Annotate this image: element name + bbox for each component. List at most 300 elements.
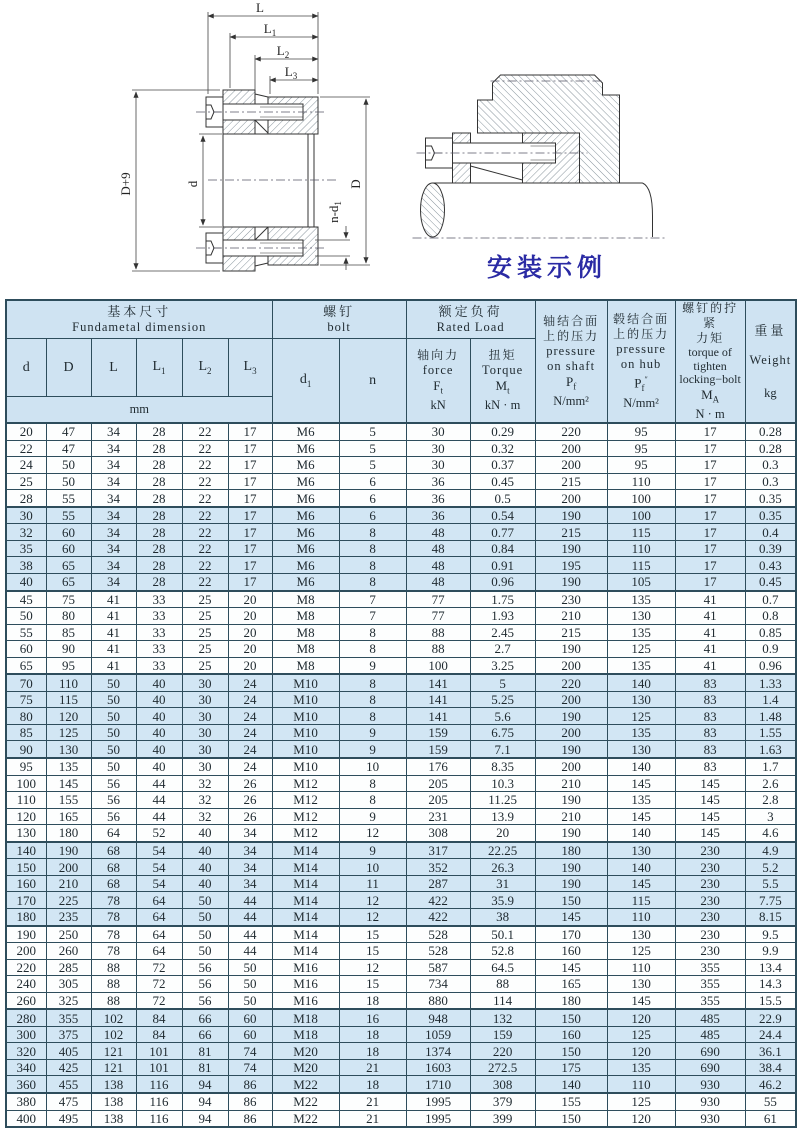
table-cell: 17 [675, 423, 745, 440]
table-cell: 36.1 [745, 1043, 796, 1060]
table-cell: 34 [228, 859, 272, 876]
table-cell: 7 [339, 591, 406, 608]
table-cell: 30 [182, 691, 228, 708]
table-cell: 355 [675, 959, 745, 976]
table-cell: 55 [46, 507, 91, 524]
table-cell: 8 [339, 708, 406, 725]
table-row [6, 557, 796, 574]
table-row [6, 457, 796, 474]
table-cell: 135 [607, 624, 675, 641]
table-cell: 17 [228, 423, 272, 440]
table-cell: 65 [46, 557, 91, 574]
table-cell: 36 [406, 473, 470, 490]
table-cell: 33 [136, 591, 182, 608]
table-cell: 125 [607, 708, 675, 725]
table-cell: 230 [675, 892, 745, 909]
table-cell: M22 [272, 1110, 339, 1127]
table-cell: 200 [535, 440, 607, 457]
table-cell: 22 [182, 490, 228, 507]
table-row [6, 708, 796, 725]
table-cell: 22 [182, 574, 228, 591]
table-cell: 84 [136, 1009, 182, 1026]
table-cell: 28 [136, 557, 182, 574]
table-cell: 260 [6, 992, 46, 1009]
dim-label-D: D [348, 179, 363, 189]
table-cell: 32 [182, 775, 228, 792]
table-cell: 6 [339, 490, 406, 507]
table-cell: 50.1 [470, 926, 535, 943]
table-cell: 110 [46, 674, 91, 691]
table-cell: 0.35 [745, 507, 796, 524]
table-cell: 17 [228, 540, 272, 557]
table-cell: 83 [675, 708, 745, 725]
table-cell: 10 [339, 859, 406, 876]
table-cell: 125 [607, 943, 675, 960]
table-cell: 135 [607, 792, 675, 809]
table-cell: 190 [535, 574, 607, 591]
table-cell: M22 [272, 1076, 339, 1093]
table-cell: 94 [182, 1110, 228, 1127]
table-cell: 210 [46, 875, 91, 892]
table-cell: 0.39 [745, 540, 796, 557]
table-cell: 375 [46, 1026, 91, 1043]
table-row [6, 524, 796, 541]
table-cell: 0.5 [470, 490, 535, 507]
table-cell: 115 [607, 524, 675, 541]
table-cell: 138 [91, 1110, 136, 1127]
table-cell: 72 [136, 976, 182, 993]
table-cell: 145 [607, 875, 675, 892]
col-header-L3: $L_3$ [228, 339, 272, 397]
table-cell: 287 [406, 875, 470, 892]
table-cell: 4.6 [745, 825, 796, 842]
col-header-torque: 扭矩 Torque $M_t$ kN · m [470, 339, 535, 424]
table-cell: 50 [46, 473, 91, 490]
table-cell: M14 [272, 908, 339, 925]
table-cell: 0.9 [745, 641, 796, 658]
table-cell: 930 [675, 1110, 745, 1127]
table-cell: 425 [46, 1059, 91, 1076]
table-cell: 159 [470, 1026, 535, 1043]
table-cell: 355 [675, 992, 745, 1009]
table-row [6, 741, 796, 758]
col-header-weight: 重量 Weight kg [745, 300, 796, 423]
table-cell: 230 [675, 926, 745, 943]
table-row [6, 691, 796, 708]
table-cell: 20 [228, 624, 272, 641]
table-cell: 9.9 [745, 943, 796, 960]
table-cell: M20 [272, 1043, 339, 1060]
table-cell: 56 [91, 792, 136, 809]
table-cell: 125 [607, 641, 675, 658]
unit-mm: mm [6, 397, 272, 424]
table-cell: 74 [228, 1043, 272, 1060]
table-cell: 30 [406, 457, 470, 474]
table-cell: 28 [136, 574, 182, 591]
table-cell: M6 [272, 423, 339, 440]
table-cell: 8 [339, 641, 406, 658]
table-cell: 88 [470, 976, 535, 993]
table-cell: 422 [406, 892, 470, 909]
table-cell: 115 [46, 691, 91, 708]
table-cell: 220 [535, 674, 607, 691]
table-cell: 5 [470, 674, 535, 691]
table-cell: 308 [406, 825, 470, 842]
table-cell: 34 [91, 423, 136, 440]
table-cell: M8 [272, 624, 339, 641]
table-cell: 22 [182, 457, 228, 474]
table-cell: 8.35 [470, 758, 535, 775]
dim-label-L2: $L_2$ [276, 43, 290, 60]
dim-label-D9: D+9 [118, 172, 133, 196]
table-cell: 0.28 [745, 423, 796, 440]
table-cell: 215 [535, 473, 607, 490]
table-cell: 400 [6, 1110, 46, 1127]
table-cell: M12 [272, 792, 339, 809]
table-cell: 50 [182, 892, 228, 909]
table-cell: 485 [675, 1026, 745, 1043]
table-cell: 54 [136, 859, 182, 876]
table-cell: 60 [228, 1026, 272, 1043]
table-cell: 17 [675, 574, 745, 591]
table-cell: 120 [607, 1043, 675, 1060]
table-cell: M12 [272, 775, 339, 792]
table-cell: 41 [91, 641, 136, 658]
table-cell: 78 [91, 908, 136, 925]
table-cell: 0.8 [745, 608, 796, 625]
table-cell: 78 [91, 892, 136, 909]
table-cell: 200 [535, 758, 607, 775]
table-row [6, 976, 796, 993]
table-cell: 880 [406, 992, 470, 1009]
table-cell: 180 [6, 908, 46, 925]
table-cell: 101 [136, 1059, 182, 1076]
table-cell: 56 [182, 976, 228, 993]
table-cell: 102 [91, 1009, 136, 1026]
table-cell: 13.4 [745, 959, 796, 976]
table-cell: 125 [607, 1093, 675, 1110]
table-cell: 9.5 [745, 926, 796, 943]
table-cell: 38 [6, 557, 46, 574]
table-cell: 116 [136, 1110, 182, 1127]
table-cell: 1.75 [470, 591, 535, 608]
table-cell: 130 [607, 691, 675, 708]
table-cell: 25 [182, 608, 228, 625]
table-cell: 150 [535, 1009, 607, 1026]
table-cell: 1059 [406, 1026, 470, 1043]
table-cell: 5.5 [745, 875, 796, 892]
table-cell: 8.15 [745, 908, 796, 925]
table-cell: M10 [272, 741, 339, 758]
table-cell: 120 [46, 708, 91, 725]
table-cell: 305 [46, 976, 91, 993]
table-cell: 64 [136, 908, 182, 925]
table-cell: 40 [136, 708, 182, 725]
table-cell: 95 [607, 457, 675, 474]
table-cell: 78 [91, 943, 136, 960]
table-cell: 8 [339, 624, 406, 641]
table-cell: 235 [46, 908, 91, 925]
table-cell: M14 [272, 943, 339, 960]
table-cell: 95 [607, 423, 675, 440]
table-row [6, 724, 796, 741]
table-cell: M8 [272, 608, 339, 625]
table-cell: 30 [182, 758, 228, 775]
table-cell: M12 [272, 825, 339, 842]
table-cell: 28 [136, 457, 182, 474]
table-cell: 0.29 [470, 423, 535, 440]
table-cell: 205 [406, 775, 470, 792]
table-cell: 0.77 [470, 524, 535, 541]
table-cell: 36 [406, 507, 470, 524]
table-cell: 190 [535, 507, 607, 524]
table-cell: 150 [535, 892, 607, 909]
table-cell: 1710 [406, 1076, 470, 1093]
table-cell: 86 [228, 1076, 272, 1093]
table-cell: 325 [46, 992, 91, 1009]
col-header-tightening-torque: 螺钉的拧紧 力矩 torque of tighten locking−bolt $M_A$ N · m [675, 300, 745, 423]
table-cell: 22 [182, 473, 228, 490]
table-cell: 88 [406, 624, 470, 641]
table-cell: 145 [535, 908, 607, 925]
table-cell: 135 [46, 758, 91, 775]
table-cell: 20 [228, 641, 272, 658]
table-cell: 587 [406, 959, 470, 976]
table-cell: 20 [228, 657, 272, 674]
col-group-basic-dimension: 基本尺寸 Fundametal dimension [6, 300, 272, 339]
table-cell: 110 [607, 908, 675, 925]
table-cell: 100 [406, 657, 470, 674]
col-header-L2: $L_2$ [182, 339, 228, 397]
table-row [6, 641, 796, 658]
table-cell: 56 [91, 775, 136, 792]
table-cell: 34 [91, 557, 136, 574]
col-header-L: L [91, 339, 136, 397]
table-cell: 64 [136, 926, 182, 943]
table-cell: M10 [272, 724, 339, 741]
table-cell: 200 [535, 724, 607, 741]
table-cell: 33 [136, 608, 182, 625]
table-cell: 88 [91, 992, 136, 1009]
table-cell: 75 [6, 691, 46, 708]
table-cell: 138 [91, 1093, 136, 1110]
table-cell: 405 [46, 1043, 91, 1060]
col-header-pressure-hub: 毂结合面 上的压力 pressure on hub $P_f''$ N/mm² [607, 300, 675, 423]
table-cell: 180 [535, 842, 607, 859]
table-cell: 60 [228, 1009, 272, 1026]
table-cell: 135 [607, 1059, 675, 1076]
table-cell: 5.2 [745, 859, 796, 876]
table-cell: 145 [675, 775, 745, 792]
table-cell: 1995 [406, 1093, 470, 1110]
table-cell: 34 [91, 574, 136, 591]
table-cell: M16 [272, 959, 339, 976]
table-cell: 47 [46, 440, 91, 457]
table-cell: 240 [6, 976, 46, 993]
table-cell: 110 [607, 540, 675, 557]
table-cell: 130 [607, 608, 675, 625]
table-cell: 0.3 [745, 457, 796, 474]
table-cell: 28 [136, 490, 182, 507]
table-cell: 77 [406, 591, 470, 608]
table-cell: 220 [470, 1043, 535, 1060]
table-cell: 26 [228, 775, 272, 792]
table-row [6, 657, 796, 674]
table-cell: 44 [228, 908, 272, 925]
table-cell: 105 [607, 574, 675, 591]
table-cell: 10.3 [470, 775, 535, 792]
table-cell: 17 [228, 524, 272, 541]
table-cell: 352 [406, 859, 470, 876]
table-cell: M6 [272, 473, 339, 490]
table-cell: 130 [607, 976, 675, 993]
table-cell: 74 [228, 1059, 272, 1076]
table-cell: M18 [272, 1009, 339, 1026]
table-cell: 2.45 [470, 624, 535, 641]
table-cell: 102 [91, 1026, 136, 1043]
table-row [6, 507, 796, 524]
col-group-bolt: 螺钉 bolt [272, 300, 406, 339]
table-cell: 355 [675, 976, 745, 993]
table-cell: 83 [675, 741, 745, 758]
table-cell: 379 [470, 1093, 535, 1110]
table-cell: 930 [675, 1093, 745, 1110]
table-row [6, 775, 796, 792]
table-row [6, 926, 796, 943]
table-cell: 0.45 [470, 473, 535, 490]
shaft [413, 183, 665, 238]
table-cell: M14 [272, 892, 339, 909]
table-cell: 12 [339, 825, 406, 842]
table-cell: 88 [91, 959, 136, 976]
table-cell: 176 [406, 758, 470, 775]
table-cell: 8 [339, 557, 406, 574]
table-cell: 150 [535, 1110, 607, 1127]
table-row [6, 959, 796, 976]
table-cell: 145 [607, 992, 675, 1009]
table-cell: 34 [228, 875, 272, 892]
table-cell: 40 [182, 859, 228, 876]
table-row [6, 473, 796, 490]
table-cell: 12 [339, 892, 406, 909]
table-cell: 5 [339, 457, 406, 474]
table-cell: 17 [228, 440, 272, 457]
table-cell: 135 [607, 724, 675, 741]
table-cell: 231 [406, 808, 470, 825]
dim-label-L1: $L_1$ [263, 21, 277, 38]
table-cell: 21 [339, 1059, 406, 1076]
table-cell: 355 [46, 1009, 91, 1026]
table-cell: 475 [46, 1093, 91, 1110]
table-cell: 25 [182, 641, 228, 658]
table-cell: 200 [46, 859, 91, 876]
table-cell: 41 [675, 657, 745, 674]
table-cell: 72 [136, 959, 182, 976]
table-cell: 6.75 [470, 724, 535, 741]
table-cell: 83 [675, 674, 745, 691]
table-cell: 155 [46, 792, 91, 809]
table-cell: 50 [91, 691, 136, 708]
table-cell: 1.33 [745, 674, 796, 691]
table-cell: 5 [339, 440, 406, 457]
table-cell: M16 [272, 992, 339, 1009]
table-cell: 38.4 [745, 1059, 796, 1076]
table-cell: 52 [136, 825, 182, 842]
table-cell: 170 [535, 926, 607, 943]
table-cell: 60 [46, 524, 91, 541]
table-cell: 210 [535, 608, 607, 625]
table-row [6, 591, 796, 608]
table-cell: 22 [182, 540, 228, 557]
table-cell: 130 [607, 842, 675, 859]
table-cell: 60 [6, 641, 46, 658]
table-cell: 140 [535, 1076, 607, 1093]
table-cell: 250 [46, 926, 91, 943]
table-cell: 33 [136, 641, 182, 658]
table-cell: 140 [6, 842, 46, 859]
table-cell: 190 [6, 926, 46, 943]
table-cell: 8 [339, 792, 406, 809]
table-cell: 26 [228, 792, 272, 809]
table-cell: 55 [745, 1093, 796, 1110]
table-cell: 25 [182, 591, 228, 608]
table-cell: 9 [339, 808, 406, 825]
table-cell: 17 [228, 507, 272, 524]
table-cell: 1374 [406, 1043, 470, 1060]
table-row [6, 1059, 796, 1076]
table-row [6, 1076, 796, 1093]
table-cell: 200 [6, 943, 46, 960]
table-cell: 8 [339, 691, 406, 708]
table-cell: 495 [46, 1110, 91, 1127]
table-cell: 26 [228, 808, 272, 825]
table-row [6, 1110, 796, 1127]
table-cell: 50 [6, 608, 46, 625]
table-cell: 40 [182, 842, 228, 859]
table-cell: 18 [339, 992, 406, 1009]
table-cell: M10 [272, 758, 339, 775]
table-cell: 41 [91, 624, 136, 641]
table-cell: M14 [272, 926, 339, 943]
table-cell: 32 [182, 792, 228, 809]
table-cell: 35 [6, 540, 46, 557]
table-cell: 220 [6, 959, 46, 976]
table-row [6, 540, 796, 557]
table-cell: 50 [91, 741, 136, 758]
table-cell: 120 [607, 1110, 675, 1127]
table-cell: 110 [607, 473, 675, 490]
table-cell: 22 [182, 507, 228, 524]
table-cell: 86 [228, 1110, 272, 1127]
table-cell: 22.9 [745, 1009, 796, 1026]
table-cell: 95 [46, 657, 91, 674]
table-cell: 528 [406, 926, 470, 943]
table-cell: 1.7 [745, 758, 796, 775]
table-cell: 24 [228, 708, 272, 725]
table-cell: 220 [535, 423, 607, 440]
table-cell: 22.25 [470, 842, 535, 859]
table-cell: 80 [46, 608, 91, 625]
table-cell: 64 [136, 892, 182, 909]
table-cell: 17 [228, 490, 272, 507]
table-cell: 101 [136, 1043, 182, 1060]
table-cell: 141 [406, 708, 470, 725]
table-cell: 170 [6, 892, 46, 909]
table-cell: 180 [46, 825, 91, 842]
table-row [6, 1043, 796, 1060]
table-cell: 21 [339, 1110, 406, 1127]
table-cell: 41 [675, 608, 745, 625]
